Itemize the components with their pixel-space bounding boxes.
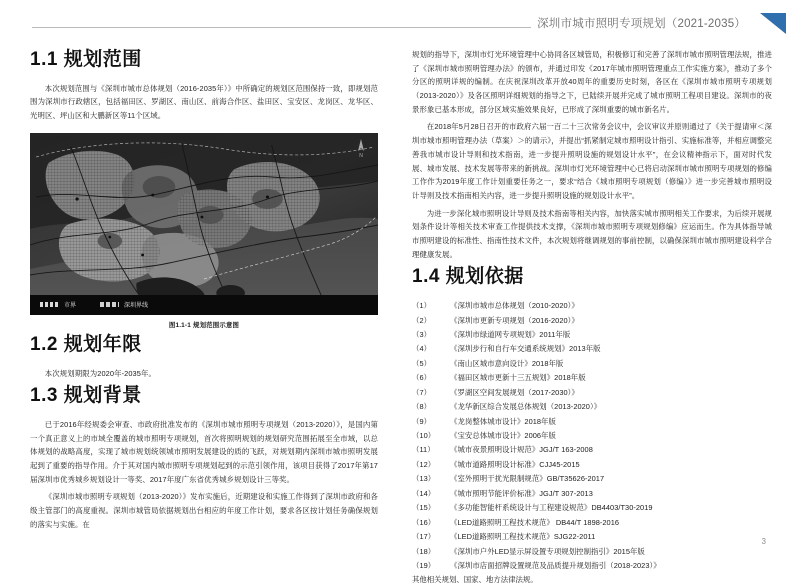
list-item	[412, 314, 772, 328]
list-item-text: 《LED道路照明工程技术规范》SJG22-2011	[450, 532, 596, 542]
list-item-text: 《龙华新区综合发展总体规划（2013-2020）》	[450, 402, 602, 412]
paragraph-1-1: 本次规划范围与《深圳市城市总体规划（2016-2035年）》中所确定的规划区范围保持一致，即规划范围为深圳市行政辖区，包括福田区、罗湖区、南山区、前海合作区、盐田区、宝安区、龙岗区、龙华区、光明区、坪山区和大鹏新区等11个区域。	[30, 83, 378, 121]
heading-1-2-number: 1.2	[30, 333, 58, 355]
paragraph-continued-b: 在2018年5月28日召开的市政府六届一百二十三次常务会议中，会议审议并原则通过了《关于提请审＜深圳市城市照明管理办法（草案）＞的请示》，并提出“抓紧制定城市照明设计指引、实施标准等，并相应调整完善我市城市设计导则和技术指南，进一步提升照明设施的规划设计水平”，在会议精神指示下，面对时代发展、城市发展、技术发展等带来的新挑战。深圳市灯光环境管理中心已将启动深圳市城市照明专项规划的修编工作作为2019年度工作计划重要任务之一，要求“结合《城市照明专项规划（修编）》进一步完善城市照明设计导则及技术指南相关内容，进一步提升照明设施的规划设计水平”。	[412, 122, 772, 200]
list-item-text: 《福田区城市更新十三五规划》2018年版	[450, 373, 586, 383]
heading-1-3	[30, 384, 378, 408]
paragraph-continued-a: 规划的指导下，深圳市灯光环境管理中心协同各区城管局，积极修订和完善了深圳市城市照明管理法规，推进了《深圳市城市照明管理办法》的颁布，并通过印发《2017年城市照明管理重点工作实施方案》，推动了多个分区的照明详规的编制。在庆祝深圳改革开放40周年的重要历史时刻，各区在《深圳市城市照明专项规划（2013-2020）》及各区照明详细规划的指导之下，已陆续开展并完成了城市照明工程项目建设。深圳市的夜景形象已基本形成，部分区域实施效果良好，已形成了深圳重要的城市新名片。	[412, 50, 772, 114]
dashed-line-swatch-icon	[40, 302, 59, 307]
list-item-text: 《深圳市绿道网专项规划》2011年版	[450, 329, 571, 339]
list-item	[412, 400, 772, 414]
list-item-index: （7）	[412, 387, 432, 397]
list-item-index: （19）	[412, 560, 436, 570]
figure-1-1-1	[30, 133, 378, 329]
planning-basis-list	[412, 299, 772, 573]
map-image	[30, 133, 378, 315]
map-legend	[30, 295, 378, 315]
list-item	[412, 342, 772, 356]
list-item-text: 《龙岗整体城市设计》2018年版	[450, 416, 556, 426]
heading-1-4-number: 1.4	[412, 266, 440, 288]
dashed-line-swatch-icon	[100, 302, 119, 307]
paragraph-1-3-b: 《深圳市城市照明专项规划（2013-2020）》发布实施后，近期建设和实施工作得到了深圳市政府和各级主管部门的高度重视。深圳市城管局依据规划出台相应的年度工作计划，要求各区按计划任务确保规划的落实与实施。在	[30, 492, 378, 529]
list-item-index: （3）	[412, 329, 432, 339]
heading-1-3-title: 规划背景	[63, 385, 142, 407]
figure-caption: 图1.1-1 规划范围示意图	[168, 321, 240, 329]
list-item-text: 《深圳市更新专项规划（2016-2020）》	[450, 315, 579, 325]
list-item-text: 《室外照明干扰光限制规范》GB/T35626-2017	[450, 474, 605, 484]
list-item	[412, 559, 772, 573]
list-item-text: 《城市照明节能评价标准》JGJ/T 307-2013	[450, 488, 593, 498]
blue-triangle-mark-icon	[758, 10, 788, 36]
list-item-index: （10）	[412, 431, 436, 440]
heading-1-2-title: 规划年限	[63, 333, 142, 355]
page-body	[0, 48, 800, 585]
list-item-text: 《罗湖区空间发展规划（2017-2030）》	[450, 387, 579, 397]
list-item-index: （13）	[412, 474, 436, 484]
list-item-text: 《多功能智能杆系统设计与工程建设规范》DB4403/T30-2019	[450, 503, 653, 513]
document-title: 深圳市城市照明专项规划（2021-2035）	[531, 15, 746, 31]
list-item	[412, 415, 772, 429]
list-item-index: （17）	[412, 532, 436, 542]
right-column	[400, 48, 800, 585]
list-item-index: （8）	[412, 402, 432, 412]
list-item	[412, 487, 772, 501]
list-item	[412, 371, 772, 385]
heading-1-1-title: 规划范围	[63, 49, 142, 70]
list-item	[412, 299, 772, 313]
list-item-index: （16）	[412, 517, 436, 527]
list-item	[412, 328, 772, 342]
list-item	[412, 357, 772, 371]
list-item-index: （1）	[412, 301, 432, 311]
north-arrow-icon	[352, 138, 370, 158]
planning-basis-tail: 其他相关规划、国家、地方法律法规。	[412, 575, 538, 585]
list-item-text: 《深圳市城市总体规划（2010-2020）》	[450, 301, 579, 311]
list-item	[412, 545, 772, 559]
list-item	[412, 458, 772, 472]
legend-label-0: 市界	[64, 303, 77, 310]
list-item-index: （9）	[412, 416, 432, 426]
heading-1-4-title: 规划依据	[445, 266, 524, 288]
header-divider-rule	[32, 27, 532, 28]
list-item	[412, 472, 772, 486]
list-item	[412, 530, 772, 544]
legend-item-city-boundary	[40, 300, 76, 309]
list-item	[412, 501, 772, 515]
left-column	[0, 48, 400, 548]
heading-1-1-number: 1.1	[30, 49, 58, 70]
list-item	[412, 516, 772, 530]
list-item-text: 《城市夜景照明设计规范》JGJ/T 163-2008	[450, 445, 593, 455]
heading-1-1	[30, 48, 378, 72]
list-item-index: （14）	[412, 488, 436, 498]
paragraph-1-2: 本次规划期限为2020年-2035年。	[44, 368, 156, 378]
list-item-text: 《深圳市户外LED显示屏设置专项规划控制指引》2015年版	[450, 546, 645, 556]
list-item-index: （11）	[412, 445, 435, 455]
page-header	[0, 0, 800, 46]
list-item-index: （2）	[412, 315, 432, 325]
list-item	[412, 386, 772, 400]
paragraph-1-3-a: 已于2016年经规委会审查、市政府批准发布的《深圳市城市照明专项规划（2013-2020）》，是国内第一个真正意义上的市域全覆盖的城市照明专项规划，首次将照明规划的规划研究范围拓展至全市域，以总体规划的战略高度，实现了城市规划统领城市照明发展建设的质的飞跃，对规划期内深圳市城市照明发展起到了重要的指导作用。介于其对国内城市照明专项规划起到的示范引领作用，该项目获得了2017年第17届深圳市优秀城乡规划设计一等奖、2017年度广东省优秀城乡规划设计三等奖。	[30, 420, 378, 484]
list-item-text: 《宝安总体城市设计》2006年版	[450, 431, 556, 440]
legend-item-shenzhen-boundary	[100, 300, 148, 309]
list-item	[412, 443, 772, 457]
list-item-index: （5）	[412, 358, 432, 368]
heading-1-4	[412, 265, 772, 289]
list-item-index: （15）	[412, 503, 436, 513]
map-graphic	[30, 133, 378, 315]
page-number: 3	[761, 537, 766, 546]
list-item-text: 《城市道路照明设计标准》CJJ45-2015	[450, 459, 580, 469]
list-item-index: （12）	[412, 459, 436, 469]
heading-1-2	[30, 333, 378, 357]
list-item-text: 《南山区城市意向设计》2018年版	[450, 358, 564, 368]
paragraph-continued-c: 为进一步深化城市照明设计导则及技术指南等相关内容，加快落实城市照明相关工作要求，为后续开展规划条件设计等相关技术审查工作提供技术支撑，《深圳市城市照明专项规划修编》应运而生。作为具体指导城市照明建设的标准性、指南性技术文件，本次规划将继调规划的事前控制，以确保深圳市城市照明建设科学合理健康发展。	[412, 208, 772, 259]
list-item-index: （18）	[412, 546, 436, 556]
svg-text:N: N	[359, 152, 363, 158]
legend-label-1: 深圳界线	[124, 303, 149, 310]
list-item-text: 《LED道路照明工程技术规范》 DB44/T 1898-2016	[450, 517, 620, 527]
list-item-index: （6）	[412, 373, 432, 383]
list-item-text: 《深圳步行和自行车交通系统规划》2013年版	[450, 344, 601, 354]
list-item-index: （4）	[412, 344, 432, 354]
list-item-text: 《深圳市店面招牌设置规范及品质提升规划指引（2018-2023）》	[450, 560, 661, 570]
heading-1-3-number: 1.3	[30, 385, 58, 407]
list-item	[412, 429, 772, 443]
